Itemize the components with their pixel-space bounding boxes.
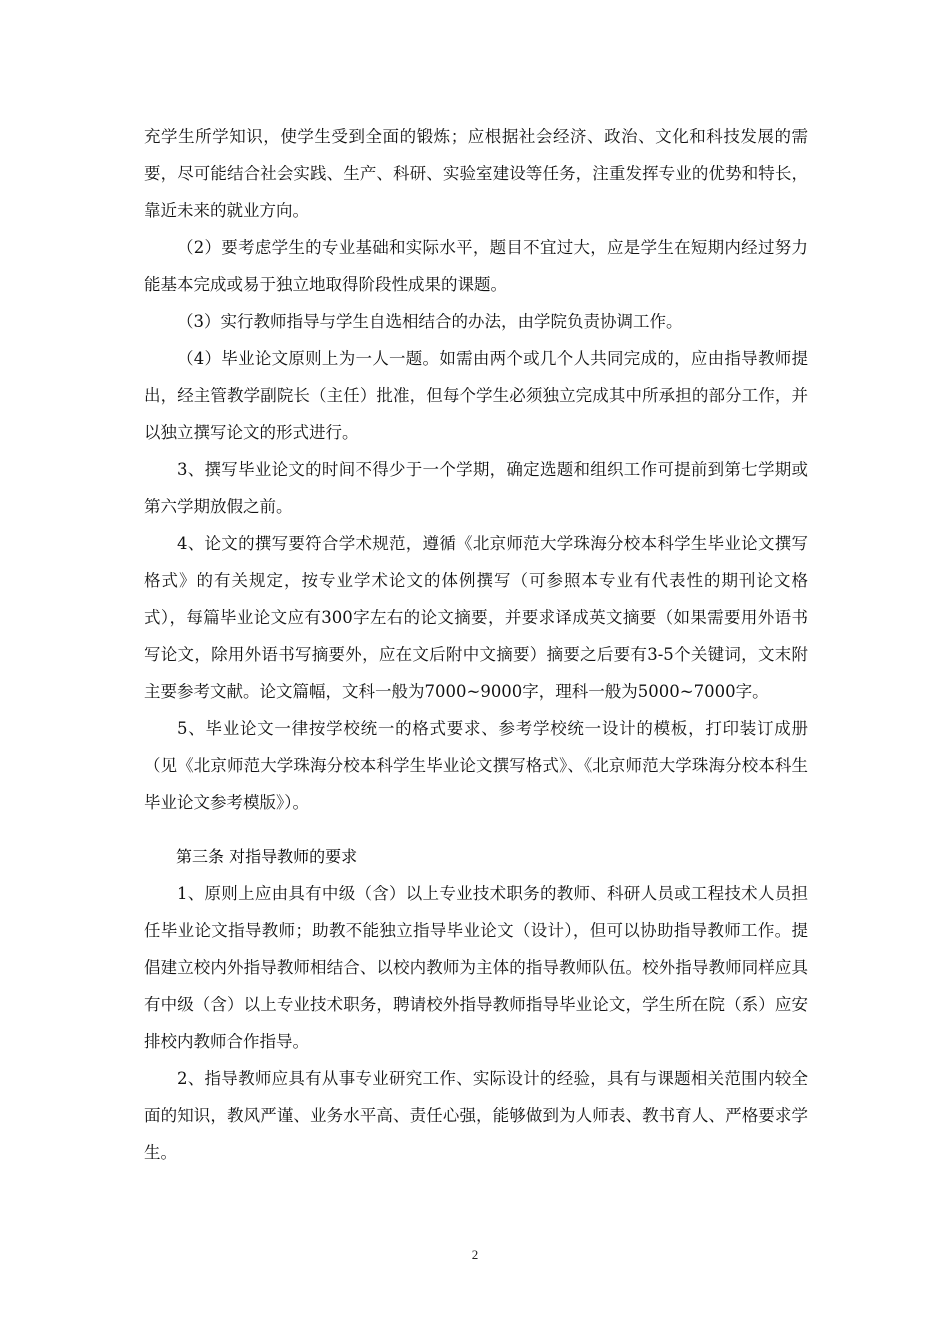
paragraph: （3）实行教师指导与学生自选相结合的办法，由学院负责协调工作。: [177, 312, 683, 331]
section-heading: 第三条 对指导教师的要求: [176, 847, 358, 866]
paragraph: 2、指导教师应具有从事专业研究工作、实际设计的经验，具有与课题相关范围内较全面的知识，教风严谨、业务水平高、责任心强，能够做到为人师表、教书育人、严格要求学生。: [144, 1069, 808, 1162]
paragraphs-before-heading: [144, 118, 808, 821]
paragraph: 3、撰写毕业论文的时间不得少于一个学期，确定选题和组织工作可提前到第七学期或第六学期放假之前。: [144, 460, 808, 516]
paragraph: 充学生所学知识，使学生受到全面的锻炼；应根据社会经济、政治、文化和科技发展的需要，尽可能结合社会实践、生产、科研、实验室建设等任务，注重发挥专业的优势和特长，靠近未来的就业方向。: [144, 127, 808, 220]
paragraph: （4）毕业论文原则上为一人一题。如需由两个或几个人共同完成的，应由指导教师提出，经主管教学副院长（主任）批准，但每个学生必须独立完成其中所承担的部分工作，并以独立撰写论文的形式进行。: [144, 349, 808, 442]
paragraph: 1、原则上应由具有中级（含）以上专业技术职务的教师、科研人员或工程技术人员担任毕业论文指导教师；助教不能独立指导毕业论文（设计），但可以协助指导教师工作。提倡建立校内外指导教师相结合、以校内教师为主体的指导教师队伍。校外指导教师同样应具有中级（含）以上专业技术职务，聘请校外指导教师指导毕业论文，学生所在院（系）应安排校内教师合作指导。: [144, 884, 808, 1051]
page-number: 2: [471, 1247, 479, 1262]
paragraph: 5、毕业论文一律按学校统一的格式要求、参考学校统一设计的模板，打印装订成册（见《北京师范大学珠海分校本科学生毕业论文撰写格式》、《北京师范大学珠海分校本科生毕业论文参考模版》）。: [144, 719, 808, 812]
paragraph: （2）要考虑学生的专业基础和实际水平，题目不宜过大，应是学生在短期内经过努力能基本完成或易于独立地取得阶段性成果的课题。: [144, 238, 808, 294]
paragraph: 4、论文的撰写要符合学术规范，遵循《北京师范大学珠海分校本科学生毕业论文撰写格式》的有关规定，按专业学术论文的体例撰写（可参照本专业有代表性的期刊论文格式），每篇毕业论文应有300字左右的论文摘要，并要求译成英文摘要（如果需要用外语书写论文，除用外语书写摘要外，应在文后附中文摘要）摘要之后要有3-5个关键词，文末附主要参考文献。论文篇幅，文科一般为7000~9000字，理科一般为5000~7000字。: [144, 534, 808, 701]
document-body: [144, 118, 808, 1171]
paragraphs-after-heading: [144, 875, 808, 1171]
